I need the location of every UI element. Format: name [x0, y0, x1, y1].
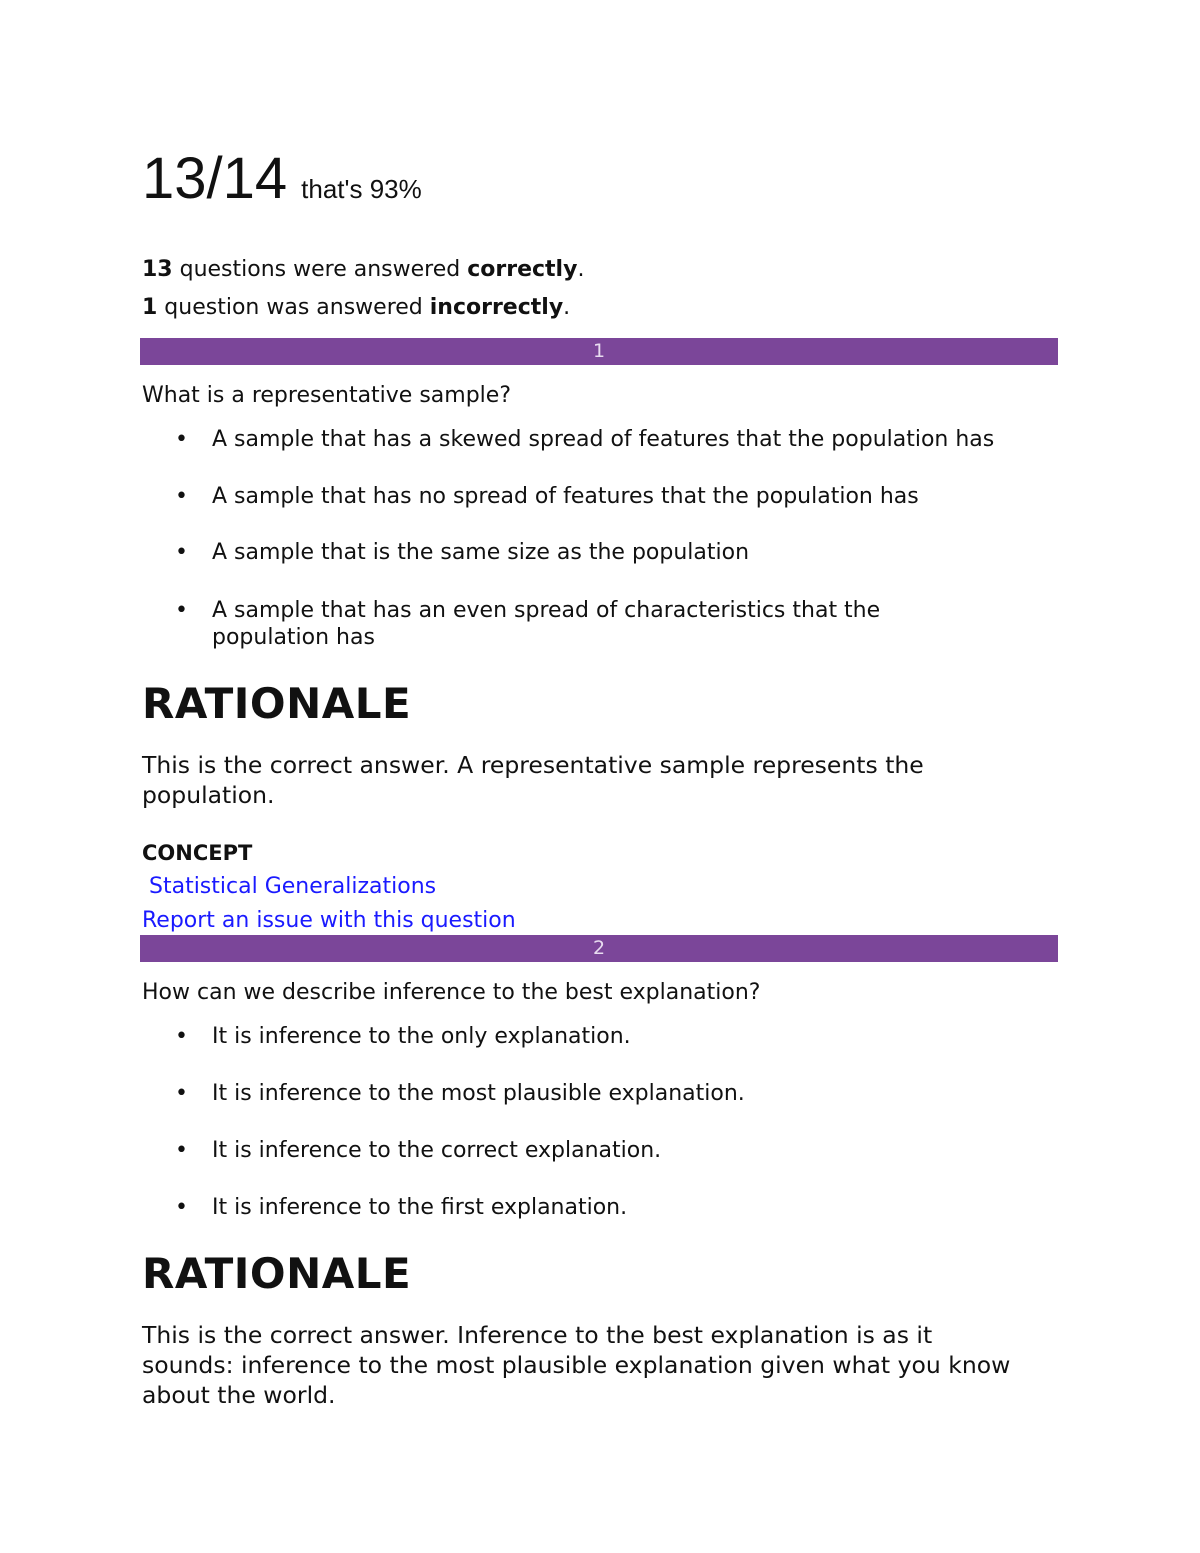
question-text: What is a representative sample? — [142, 383, 511, 408]
answer-option[interactable] — [142, 426, 1060, 453]
question-number-bar: 2 — [140, 935, 1058, 962]
correct-word: correctly — [467, 257, 578, 282]
bullet-icon: • — [175, 1195, 188, 1220]
correct-count: 13 — [142, 257, 173, 282]
answer-option[interactable] — [142, 1023, 1060, 1050]
score-percent: that's 93% — [301, 174, 422, 204]
answer-text: It is inference to the only explanation. — [212, 1024, 631, 1049]
correct-period: . — [577, 257, 585, 282]
bullet-icon: • — [175, 1024, 188, 1049]
question-number-bar: 1 — [140, 338, 1058, 365]
answer-option[interactable] — [142, 1080, 1060, 1107]
answer-text: A sample that has no spread of features that the population has — [212, 484, 919, 509]
answer-option[interactable] — [142, 1194, 1060, 1221]
rationale-heading: RATIONALE — [142, 1249, 412, 1298]
report-issue-link[interactable]: Report an issue with this question — [142, 908, 516, 933]
answer-option[interactable] — [142, 483, 1060, 510]
bullet-icon: • — [175, 1138, 188, 1163]
bullet-icon: • — [175, 484, 188, 509]
question-text: How can we describe inference to the best explanation? — [142, 980, 761, 1005]
score-fraction: 13/14 — [142, 146, 288, 211]
score-header — [142, 144, 422, 214]
rationale-heading: RATIONALE — [142, 679, 412, 728]
answer-option[interactable] — [142, 539, 1060, 566]
rationale-text: This is the correct answer. Inference to the best explanation is as it sounds: inference to the most plausible explanation given what you know about the world. — [142, 1321, 1011, 1409]
answer-text: A sample that is the same size as the population — [212, 540, 750, 565]
concept-link[interactable]: Statistical Generalizations — [149, 874, 437, 899]
correct-summary-text: questions were answered — [172, 257, 468, 282]
answer-option[interactable] — [142, 597, 1060, 651]
incorrect-word: incorrectly — [429, 295, 564, 320]
incorrect-summary-text: question was answered — [157, 295, 430, 320]
answer-text: A sample that has a skewed spread of features that the population has — [212, 427, 995, 452]
incorrect-period: . — [563, 295, 571, 320]
rationale-text: This is the correct answer. A representative sample represents the population. — [142, 751, 924, 809]
concept-heading: CONCEPT — [142, 841, 253, 865]
bullet-icon: • — [175, 540, 188, 565]
answer-option[interactable] — [142, 1137, 1060, 1164]
incorrect-count: 1 — [142, 295, 158, 320]
answer-text: It is inference to the most plausible explanation. — [212, 1081, 745, 1106]
answer-text: A sample that has an even spread of characteristics that the population has — [212, 598, 881, 650]
bullet-icon: • — [175, 1081, 188, 1106]
answer-text: It is inference to the correct explanation. — [212, 1138, 662, 1163]
answer-text: It is inference to the first explanation. — [212, 1195, 628, 1220]
bullet-icon: • — [175, 427, 188, 452]
incorrect-summary — [142, 294, 570, 322]
correct-summary — [142, 256, 584, 284]
bullet-icon: • — [175, 598, 188, 623]
